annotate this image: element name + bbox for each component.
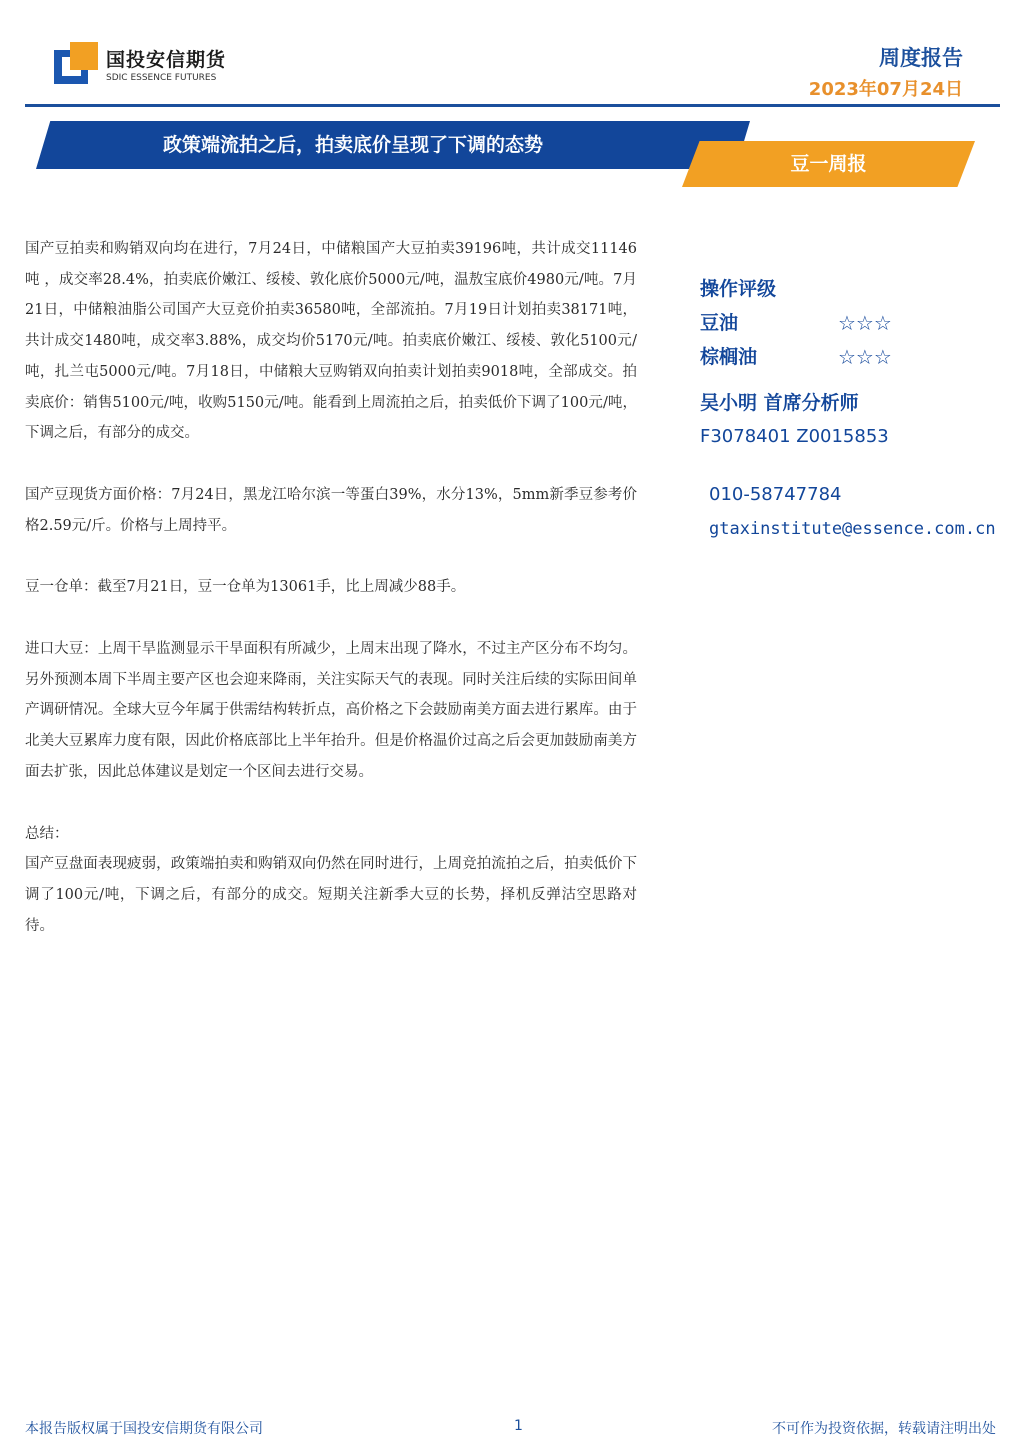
rating-row [700,306,1025,340]
report-type: 周度报告 [879,46,963,70]
company-name-en: SDIC ESSENCE FUTURES [106,73,217,83]
contact-email[interactable]: gtaxinstitute@essence.com.cn [709,519,996,539]
rating-name: 棕榈油 [700,346,758,368]
summary-text: 国产豆盘面表现疲弱，政策端拍卖和购销双向仍然在同时进行，上周竞拍流拍之后，拍卖低价下调了100元/吨，下调之后，有部分的成交。短期关注新季大豆的长势，择机反弹沽空思路对待。 [25,856,637,934]
page-footer [25,1418,1000,1438]
paragraph-imported-soybean: 进口大豆：上周干旱监测显示干旱面积有所减少，上周末出现了降水，不过主产区分布不均匀。另外预测本周下半周主要产区也会迎来降雨，关注实际天气的表现。同时关注后续的实际田间单产调研情况。全球大豆今年属于供需结构转折点，高价格之下会鼓励南美方面去进行累库。由于北美大豆累库力度有限，因此价格底部比上半年抬升。但是价格温价过高之后会更加鼓励南美方面去扩张，因此总体建议是划定一个区间去进行交易。 [25,641,637,780]
company-name-cn: 国投安信期货 [106,49,227,71]
paragraph-auction: 国产豆拍卖和购销双向均在进行，7月24日，中储粮国产大豆拍卖39196吨，共计成交11146吨 ，成交率28.4%，拍卖底价嫩江、绥棱、敦化底价5000元/吨，温敖宝底价4980元/吨。7月21日，中储粮油脂公司国产大豆竞价拍卖36580吨，全部流拍。7月19日计划拍卖38171吨，共计成交1480吨，成交率3.88%，成交均价5170元/吨。拍卖底价嫩江、绥棱、敦化5100元/吨，扎兰屯5000元/吨。7月18日，中储粮大豆购销双向拍卖计划拍卖9018吨，全部成交。拍卖底价：销售5100元/吨，收购5150元/吨。能看到上周流拍之后，拍卖低价下调了100元/吨，下调之后，有部分的成交。 [25,241,637,442]
report-date: 2023年07月24日 [808,79,963,100]
header-divider [25,104,1000,107]
star-rating-icon: ☆☆☆ [838,345,892,369]
analyst-certificate: F3078401 Z0015853 [700,426,889,447]
company-logo-icon [54,42,100,84]
sidebar [700,272,1025,546]
footer-copyright: 本报告版权属于国投安信期货有限公司 [25,1421,263,1437]
report-category: 豆一周报 [790,153,867,175]
rating-name: 豆油 [700,312,739,334]
report-body [25,234,637,972]
summary-label: 总结： [25,825,69,842]
star-rating-icon: ☆☆☆ [838,311,892,335]
paragraph-warehouse-receipt: 豆一仓单：截至7月21日，豆一仓单为13061手，比上周减少88手。 [25,579,466,596]
contact-phone: 010-58747784 [709,484,842,505]
company-logo-text [106,50,226,84]
rating-row [700,340,1025,374]
paragraph-spot-price: 国产豆现货方面价格：7月24日，黑龙江哈尔滨一等蛋白39%，水分13%，5mm新季豆参考价格2.59元/斤。价格与上周持平。 [25,486,637,534]
report-title: 政策端流拍之后，拍卖底价呈现了下调的态势 [162,134,543,156]
analyst-name: 吴小明 首席分析师 [700,392,859,414]
footer-disclaimer: 不可作为投资依据，转载请注明出处 [772,1421,996,1437]
rating-title: 操作评级 [700,278,777,300]
page-number: 1 [514,1418,523,1434]
